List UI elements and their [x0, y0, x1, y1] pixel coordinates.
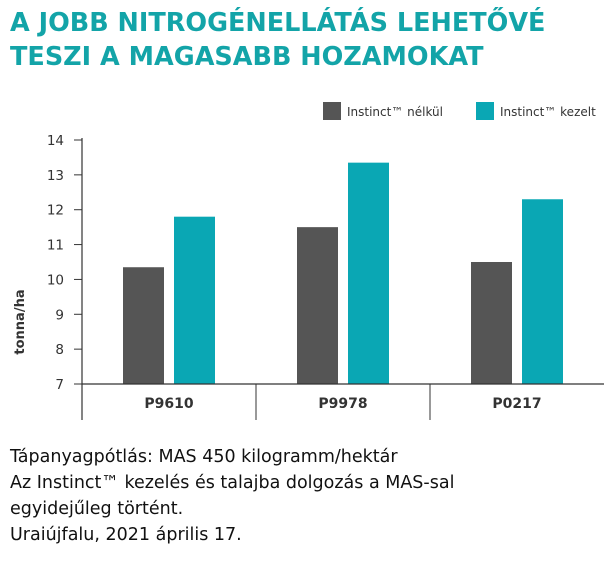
bar-chart [0, 88, 608, 428]
x-axis-categories [144, 396, 541, 412]
bar-p9978-nelkul [297, 227, 338, 384]
y-tick-label: 12 [46, 202, 64, 219]
chart-title [10, 6, 600, 74]
y-tick-label: 7 [55, 377, 64, 393]
y-tick-label: 11 [46, 237, 64, 254]
bars [123, 163, 563, 384]
note-line-4: Uraiújfalu, 2021 április 17. [10, 525, 242, 545]
legend-swatch-instinct-nelkul [323, 102, 341, 120]
bar-p0217-nelkul [471, 262, 512, 384]
note-line-2: Az Instinct™ kezelés és talajba dolgozás a MAS-sal [10, 473, 455, 493]
y-tick-label: 14 [46, 133, 64, 149]
legend [323, 102, 596, 120]
bar-p9610-kezelt [174, 217, 215, 384]
y-tick-label: 10 [46, 272, 64, 289]
notes [10, 444, 602, 548]
title-line-1: A JOBB NITROGÉNELLÁTÁS LEHETŐVÉ [10, 8, 546, 38]
note-line-1: Tápanyagpótlás: MAS 450 kilogramm/hektár [10, 447, 398, 467]
legend-label-instinct-kezelt: Instinct™ kezelt [500, 105, 596, 119]
bar-p0217-kezelt [522, 199, 563, 384]
bar-p9610-nelkul [123, 267, 164, 384]
note-line-3: egyidejűleg történt. [10, 499, 184, 519]
x-category-label: P9610 [144, 396, 194, 412]
y-axis-label: tonna/ha [13, 289, 28, 355]
legend-label-instinct-nelkul: Instinct™ nélkül [347, 105, 443, 119]
x-category-label: P9978 [318, 396, 368, 412]
y-axis-ticks [47, 133, 82, 393]
y-tick-label: 9 [55, 307, 64, 324]
legend-swatch-instinct-kezelt [476, 102, 494, 120]
y-tick-label: 13 [46, 167, 64, 184]
y-tick-label: 8 [55, 342, 64, 359]
bar-p9978-kezelt [348, 163, 389, 384]
x-category-label: P0217 [492, 396, 542, 412]
title-line-2: TESZI A MAGASABB HOZAMOKAT [10, 42, 484, 72]
